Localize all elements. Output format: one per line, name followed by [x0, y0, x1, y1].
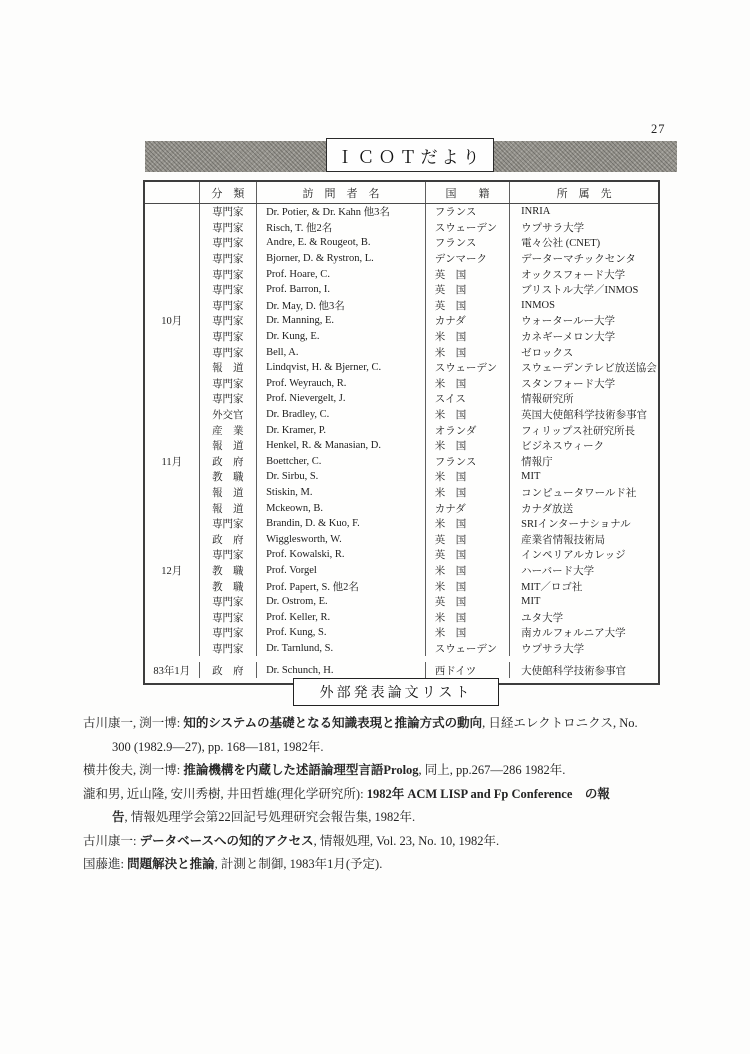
cell-visitor-name: Dr. Sirbu, S.	[256, 469, 425, 485]
publication-text: 300 (1982.9—27), pp. 168—181, 1982年.	[112, 739, 324, 754]
table-row	[145, 547, 658, 563]
cell-month	[145, 438, 199, 454]
table-row	[145, 500, 658, 516]
publication-text: , 情報処理学会第22回記号処理研究会報告集, 1982年.	[124, 810, 416, 824]
cell-category: 報 道	[199, 500, 257, 516]
cell-visitor-name: Dr. Ostrom, E.	[256, 594, 425, 610]
table-row	[145, 407, 658, 423]
cell-affiliation: インペリアルカレッジ	[509, 547, 658, 563]
cell-affiliation: INRIA	[509, 204, 658, 220]
cell-visitor-name: Bell, A.	[256, 344, 425, 360]
table-row	[145, 313, 658, 329]
cell-nationality: 米 国	[425, 578, 509, 594]
publication-text: , 同上, pp.267—286 1982年.	[418, 763, 566, 777]
cell-affiliation: ユタ大学	[509, 609, 658, 625]
cell-category: 産 業	[199, 422, 257, 438]
cell-nationality: オランダ	[425, 422, 509, 438]
table-row	[145, 469, 658, 485]
cell-category: 外交官	[199, 407, 257, 423]
cell-nationality: スウェーデン	[425, 220, 509, 236]
table-row	[145, 282, 658, 298]
cell-category: 専門家	[199, 594, 257, 610]
publication-text: , 計測と制御, 1983年1月(予定).	[214, 857, 383, 871]
cell-month	[145, 360, 199, 376]
cell-affiliation: ブリストル大学／INMOS	[509, 282, 658, 298]
cell-visitor-name: Dr. Schunch, H.	[256, 662, 425, 678]
table-row	[145, 360, 658, 376]
cell-month: 83年1月	[153, 665, 191, 677]
cell-month	[145, 391, 199, 407]
cell-month	[145, 609, 199, 625]
cell-category: 政 府	[199, 662, 257, 678]
cell-category: 教 職	[199, 578, 257, 594]
cell-nationality: デンマーク	[425, 251, 509, 267]
cell-nationality: 英 国	[425, 266, 509, 282]
cell-affiliation: ウォータールー大学	[509, 313, 658, 329]
cell-category: 専門家	[199, 235, 257, 251]
publication-line	[83, 853, 703, 877]
cell-nationality: スウェーデン	[425, 360, 509, 376]
cell-category: 教 職	[199, 563, 257, 579]
publication-text: 瀧和男, 近山隆, 安川秀樹, 井田哲雄(理化学研究所):	[83, 786, 367, 801]
cell-month	[145, 298, 199, 314]
cell-affiliation: 大使館科学技術参事官	[509, 662, 658, 678]
cell-category: 専門家	[199, 220, 257, 236]
cell-nationality: 西ドイツ	[425, 662, 509, 678]
visitors-rows	[145, 204, 658, 678]
cell-affiliation: 電々公社 (CNET)	[509, 235, 658, 251]
cell-category: 政 府	[199, 454, 257, 470]
cell-affiliation: オックスフォード大学	[509, 266, 658, 282]
cell-month	[145, 282, 199, 298]
cell-affiliation: 情報庁	[509, 454, 658, 470]
cell-visitor-name: Prof. Vorgel	[256, 563, 425, 579]
page-number: 27	[651, 122, 666, 136]
cell-visitor-name: Wigglesworth, W.	[256, 531, 425, 547]
publication-line	[83, 830, 703, 854]
cell-category: 専門家	[199, 609, 257, 625]
cell-visitor-name: Mckeown, B.	[256, 500, 425, 516]
publications-title: 外部発表論文リスト	[319, 686, 473, 701]
header-affiliation: 所 属 先	[509, 182, 658, 203]
cell-nationality: 英 国	[425, 298, 509, 314]
cell-nationality: 米 国	[425, 563, 509, 579]
cell-month	[145, 625, 199, 641]
publication-line	[83, 759, 703, 783]
cell-category: 専門家	[199, 344, 257, 360]
table-row	[145, 204, 658, 220]
cell-affiliation: 産業省情報技術局	[509, 531, 658, 547]
cell-month	[145, 204, 199, 220]
cell-month	[145, 485, 199, 501]
cell-nationality: 米 国	[425, 407, 509, 423]
table-row	[145, 578, 658, 594]
cell-nationality: 米 国	[425, 625, 509, 641]
cell-nationality: 米 国	[425, 329, 509, 345]
cell-month: 10月	[161, 316, 183, 328]
cell-affiliation: MIT	[509, 594, 658, 610]
cell-month	[145, 235, 199, 251]
cell-category: 報 道	[199, 360, 257, 376]
cell-visitor-name: Henkel, R. & Manasian, D.	[256, 438, 425, 454]
cell-month	[145, 516, 199, 532]
cell-nationality: フランス	[425, 235, 509, 251]
cell-nationality: 米 国	[425, 485, 509, 501]
table-row	[145, 298, 658, 314]
cell-visitor-name: Dr. Potier, & Dr. Kahn 他3名	[256, 204, 425, 220]
table-row	[145, 266, 658, 282]
cell-nationality: 米 国	[425, 516, 509, 532]
cell-nationality: スウェーデン	[425, 641, 509, 657]
cell-month	[145, 266, 199, 282]
cell-visitor-name: Prof. Barron, I.	[256, 282, 425, 298]
cell-category: 専門家	[199, 329, 257, 345]
cell-category: 専門家	[199, 282, 257, 298]
cell-month	[145, 547, 199, 563]
cell-category: 報 道	[199, 485, 257, 501]
table-row	[145, 376, 658, 392]
table-row	[145, 609, 658, 625]
cell-visitor-name: Dr. Bradley, C.	[256, 407, 425, 423]
cell-visitor-name: Dr. Manning, E.	[256, 313, 425, 329]
publication-title-text: 告	[112, 810, 125, 824]
publications-list	[83, 712, 703, 877]
table-row	[145, 625, 658, 641]
cell-category: 専門家	[199, 376, 257, 392]
cell-affiliation: SRIインターナショナル	[509, 516, 658, 532]
cell-month	[145, 220, 199, 236]
cell-category: 教 職	[199, 469, 257, 485]
cell-affiliation: 情報研究所	[509, 391, 658, 407]
publication-title-text: データベースへの知的アクセス	[139, 833, 314, 848]
cell-nationality: 英 国	[425, 282, 509, 298]
publication-text: 古川康一, 渕一博:	[83, 716, 184, 730]
header-month	[145, 182, 199, 203]
cell-category: 報 道	[199, 438, 257, 454]
cell-affiliation: INMOS	[509, 298, 658, 314]
cell-affiliation: ゼロックス	[509, 344, 658, 360]
table-row	[145, 251, 658, 267]
publication-text: , 情報処理, Vol. 23, No. 10, 1982年.	[313, 833, 500, 848]
cell-affiliation: スウェーデンテレビ放送協会	[509, 360, 658, 376]
masthead-title: ＩＣＯＴだより	[336, 147, 484, 167]
table-row	[145, 422, 658, 438]
cell-affiliation: ビジネスウィーク	[509, 438, 658, 454]
table-row	[145, 516, 658, 532]
table-row	[145, 235, 658, 251]
cell-visitor-name: Prof. Nievergelt, J.	[256, 391, 425, 407]
cell-visitor-name: Prof. Kowalski, R.	[256, 547, 425, 563]
publication-line	[83, 736, 703, 760]
cell-month	[145, 500, 199, 516]
table-row	[145, 563, 658, 579]
cell-category: 専門家	[199, 641, 257, 657]
cell-nationality: 米 国	[425, 344, 509, 360]
cell-affiliation: 英国大使館科学技術参事官	[509, 407, 658, 423]
cell-category: 専門家	[199, 266, 257, 282]
cell-category: 専門家	[199, 251, 257, 267]
cell-affiliation: ウプサラ大学	[509, 641, 658, 657]
cell-affiliation: ハーバード大学	[509, 563, 658, 579]
cell-affiliation: ウプサラ大学	[509, 220, 658, 236]
table-row	[145, 329, 658, 345]
cell-affiliation: データーマチックセンタ	[509, 251, 658, 267]
table-row	[145, 220, 658, 236]
cell-visitor-name: Prof. Hoare, C.	[256, 266, 425, 282]
publication-text: 古川康一:	[83, 833, 140, 848]
cell-affiliation: MIT／ロゴ社	[509, 578, 658, 594]
cell-visitor-name: Prof. Papert, S. 他2名	[256, 578, 425, 594]
table-row	[145, 662, 658, 678]
publication-line	[83, 783, 703, 807]
cell-month	[145, 344, 199, 360]
cell-visitor-name: Bjorner, D. & Rystron, L.	[256, 251, 425, 267]
publication-line	[83, 806, 703, 830]
table-row	[145, 531, 658, 547]
cell-month	[145, 641, 199, 657]
publications-title-box	[293, 678, 499, 706]
cell-month	[145, 329, 199, 345]
header-category: 分 類	[199, 182, 257, 203]
table-row	[145, 485, 658, 501]
cell-visitor-name: Andre, E. & Rougeot, B.	[256, 235, 425, 251]
cell-category: 専門家	[199, 313, 257, 329]
cell-month	[145, 376, 199, 392]
visitors-table	[143, 180, 660, 685]
publication-text: , 日経エレクトロニクス, No.	[482, 716, 638, 730]
cell-visitor-name: Dr. May, D. 他3名	[256, 298, 425, 314]
table-row	[145, 454, 658, 470]
cell-affiliation: カナダ放送	[509, 500, 658, 516]
cell-nationality: 米 国	[425, 376, 509, 392]
cell-affiliation: スタンフォード大学	[509, 376, 658, 392]
publication-title-text: 知的システムの基礎となる知識表現と推論方式の動向	[183, 716, 483, 730]
cell-affiliation: コンピュータワールド社	[509, 485, 658, 501]
cell-affiliation: カネギーメロン大学	[509, 329, 658, 345]
cell-month: 12月	[161, 565, 183, 577]
table-row	[145, 641, 658, 657]
header-visitor-name: 訪 問 者 名	[256, 182, 425, 203]
cell-month	[145, 422, 199, 438]
cell-month	[145, 469, 199, 485]
cell-nationality: スイス	[425, 391, 509, 407]
cell-month: 11月	[161, 456, 183, 468]
cell-nationality: フランス	[425, 204, 509, 220]
publication-title-text: 問題解決と推論	[127, 857, 215, 871]
cell-nationality: 米 国	[425, 469, 509, 485]
cell-visitor-name: Stiskin, M.	[256, 485, 425, 501]
cell-month	[145, 594, 199, 610]
cell-nationality: 英 国	[425, 594, 509, 610]
cell-visitor-name: Prof. Keller, R.	[256, 609, 425, 625]
publication-title-text: 推論機構を内蔵した述語論理型言語Prolog	[183, 763, 419, 777]
cell-month	[145, 531, 199, 547]
cell-nationality: 英 国	[425, 547, 509, 563]
cell-nationality: 英 国	[425, 531, 509, 547]
table-row	[145, 344, 658, 360]
table-row	[145, 438, 658, 454]
cell-category: 専門家	[199, 391, 257, 407]
cell-visitor-name: Brandin, D. & Kuo, F.	[256, 516, 425, 532]
cell-category: 政 府	[199, 531, 257, 547]
publication-text: 横井俊夫, 渕一博:	[83, 763, 184, 777]
publication-text: 国藤進:	[83, 857, 128, 871]
cell-month	[145, 578, 199, 594]
cell-affiliation: 南カルフォルニア大学	[509, 625, 658, 641]
cell-visitor-name: Dr. Kung, E.	[256, 329, 425, 345]
cell-visitor-name: Dr. Kramer, P.	[256, 422, 425, 438]
cell-nationality: カナダ	[425, 313, 509, 329]
cell-month	[145, 251, 199, 267]
cell-category: 専門家	[199, 625, 257, 641]
cell-visitor-name: Boettcher, C.	[256, 454, 425, 470]
publication-title-text: 1982年 ACM LISP and Fp Conference の報	[366, 786, 610, 801]
cell-category: 専門家	[199, 204, 257, 220]
visitors-table-header	[145, 182, 658, 204]
cell-visitor-name: Risch, T. 他2名	[256, 220, 425, 236]
publication-line	[83, 712, 703, 736]
cell-visitor-name: Dr. Tarnlund, S.	[256, 641, 425, 657]
cell-affiliation: MIT	[509, 469, 658, 485]
cell-visitor-name: Prof. Kung, S.	[256, 625, 425, 641]
header-nationality: 国 籍	[425, 182, 509, 203]
table-row	[145, 594, 658, 610]
masthead-title-box	[326, 138, 494, 172]
cell-visitor-name: Prof. Weyrauch, R.	[256, 376, 425, 392]
cell-affiliation: フィリップス社研究所長	[509, 422, 658, 438]
table-row	[145, 391, 658, 407]
cell-month	[145, 407, 199, 423]
cell-nationality: フランス	[425, 454, 509, 470]
cell-nationality: カナダ	[425, 500, 509, 516]
cell-nationality: 米 国	[425, 438, 509, 454]
cell-category: 専門家	[199, 298, 257, 314]
cell-nationality: 米 国	[425, 609, 509, 625]
cell-category: 専門家	[199, 516, 257, 532]
cell-category: 専門家	[199, 547, 257, 563]
cell-visitor-name: Lindqvist, H. & Bjerner, C.	[256, 360, 425, 376]
